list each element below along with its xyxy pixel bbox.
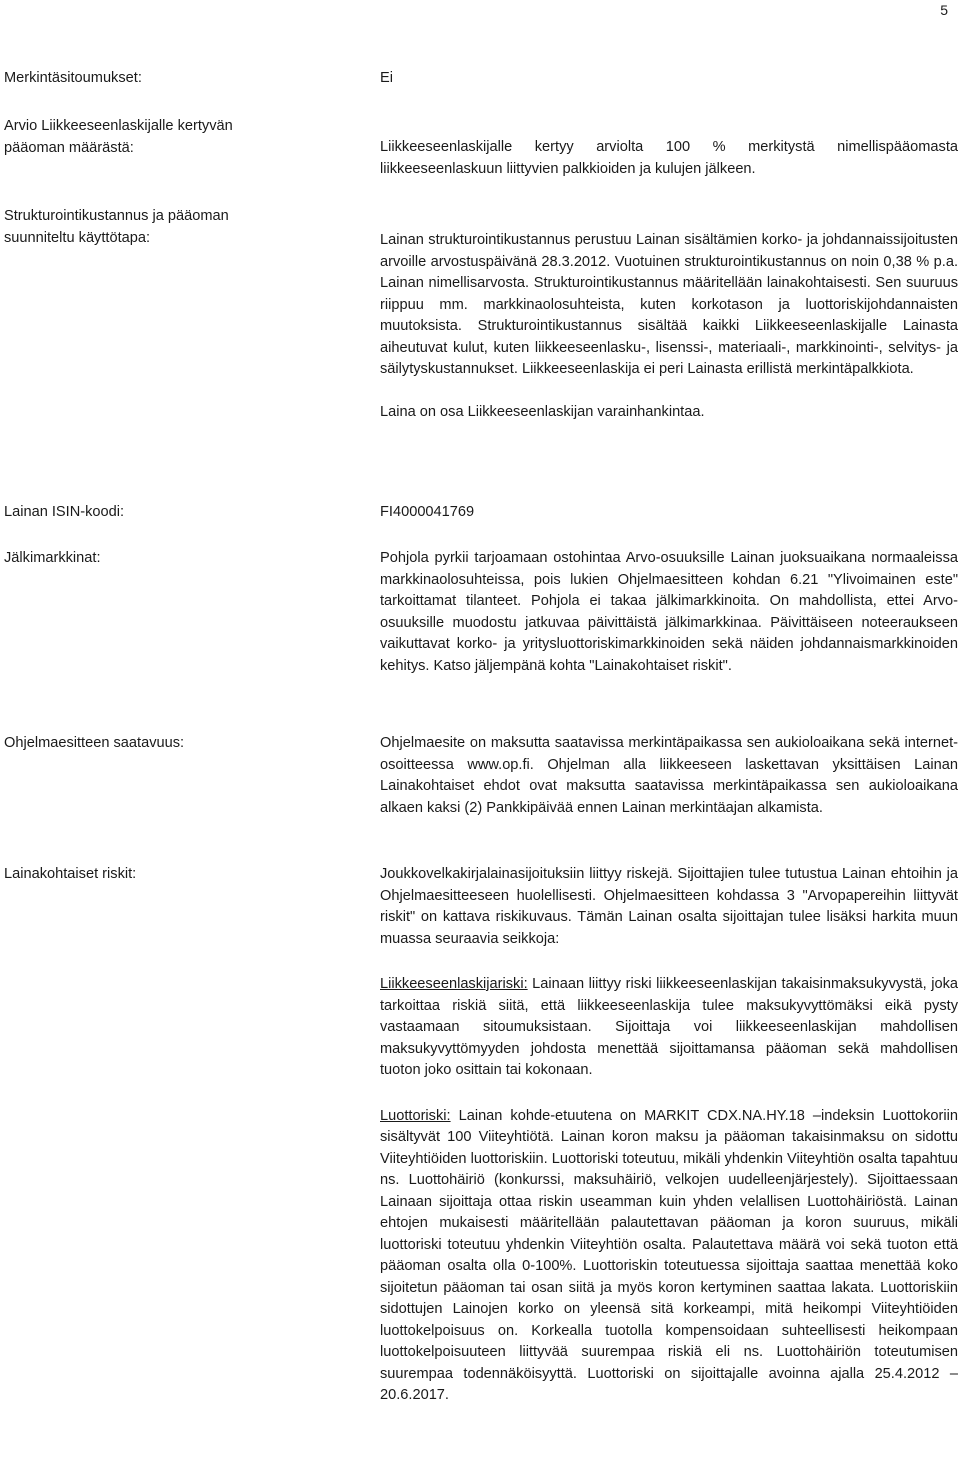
isin-code: FI4000041769 bbox=[380, 504, 475, 520]
risk-credit-title: Luottoriski: bbox=[380, 1107, 451, 1124]
risk-issuer-text: Lainaan liittyy riski liikkeeseenlaskijan takaisinmaksukyvystä, joka tarkoittaa riskiä siitä, että liikkeeseenlaskija tulee maksukyvyttömäksi eikä pysty vastaamaan sitoumuksistaan. Sijoittaja voi liikkeeseenlaskijan mahdollisen maksukyvyttömyyden johdosta menettää sijoittamansa pääoman sekä mahdollisen tuoton joko osittain tai kokonaan. bbox=[380, 976, 958, 1078]
value-subscription-commitments bbox=[380, 68, 958, 90]
paragraph: Liikkeeseenlaskijalle kertyy arviolta 100 % merkitystä nimellispääomasta liikkeeseenlaskuun liittyvien palkkioiden ja kulujen jälkeen. bbox=[380, 139, 958, 177]
label-subscription-commitments: Merkintäsitoumukset: bbox=[4, 70, 142, 86]
value-secondary-market bbox=[380, 548, 958, 677]
label-loan-specific-risks: Lainakohtaiset riskit: bbox=[4, 866, 137, 882]
paragraph: Ei bbox=[380, 70, 393, 86]
paragraph: Lainan strukturointikustannus perustuu Lainan sisältämien korko- ja johdannaissijoitusten arvoille arvostuspäivänä 28.3.2012. Vuotuinen strukturointikustannus on noin 0,38 % p.a. Lainan nimellisarvosta. Strukturointikustannus määritellään lainakohtaisesti. Sen suuruus riippuu mm. markkinaolosuhteista, kuten korkotason ja luottoriskijohdannaisten muutoksista. Strukturointikustannus sisältää kaikki Liikkeeseenlaskijalle Lainasta aiheutuvat kulut, kuten liikkeeseenlasku-, lisenssi-, materiaali-, markkinointi-, selvitys- ja säilytyskustannukset. Liikkeeseenlaskija ei peri Lainasta erillistä merkintäpalkkiota. bbox=[380, 232, 958, 377]
label-capital-estimate: Arvio Liikkeeseenlaskijalle kertyvän pääoman määrästä: bbox=[4, 118, 233, 156]
risk-issuer bbox=[380, 974, 958, 1082]
paragraph: Ohjelmaesite on maksutta saatavissa merkintäpaikassa sen aukioloaikana sekä internet-osoitteessa www.op.fi. Ohjelman alla liikkeeseen laskettavan yksittäisen Lainan Lainakohtaiset ehdot ovat maksutta saatavissa merkintäpaikassa sen aukioloaikana alkaen kaksi (2) Pankkipäivää ennen Lainan merkintäajan alkamista. bbox=[380, 735, 958, 816]
value-loan-specific-risks bbox=[380, 864, 958, 1407]
value-structuring-cost bbox=[380, 230, 958, 424]
risk-issuer-title: Liikkeeseenlaskijariski: bbox=[380, 976, 528, 992]
value-prospectus-availability bbox=[380, 733, 958, 819]
value-capital-estimate bbox=[380, 137, 958, 180]
value-isin bbox=[380, 502, 958, 524]
label-secondary-market: Jälkimarkkinat: bbox=[4, 550, 101, 566]
paragraph: Pohjola pyrkii tarjoamaan ostohintaa Arvo-osuuksille Lainan juoksuaikana normaaleissa markkinaolosuhteissa, pois lukien Ohjelmaesitteen kohdan 6.21 "Ylivoimainen este" tarkoittamat tilanteet. Pohjola ei takaa jälkimarkkinoita. On mahdollista, ettei Arvo-osuuksille muodostu jatkuvaa päivittäistä jälkimarkkinaa. Päivittäiseen noteeraukseen vaikuttavat korko- ja yritysluottoriskimarkkinoiden sekä näiden johdannaismarkkinoiden kehitys. Katso jäljempänä kohta "Lainakohtaiset riskit". bbox=[380, 550, 958, 674]
risk-credit-text: Lainan kohde-etuutena on MARKIT CDX.NA.HY.18 –indeksin Luottokoriin sisältyvät 100 Viiteyhtiötä. Lainan koron maksu ja pääoman takaisinmaksu on sidottu Viiteyhtiöiden luottoriskiin. Luottoriski toteutuu, mikäli yhdenkin Viiteyhtiön osalta tapahtuu ns. Luottohäiriö (konkurssi, maksuhäiriö, velkojen uudelleenjärjestely). Sijoittaessaan Lainaan sijoittaja ottaa riskin useamman kuin yhden velallisen Luottohäiriöstä. Lainan ehtojen mukaisesti määritellään palautettavan pääoman ja koron suuruus, mikäli luottoriski toteutuu yhdenkin Viiteyhtiön osalta. Palautettava määrä voi sekä tuoton että pääoman osalta olla 0-100%. Luottoriskin toteutuessa sijoittaja saattaa menettää koko sijoitetun pääoman tai osan siitä ja myös koron kertyminen saattaa lakata. Luottoriskiin sidottujen Lainojen korko on yleensä sitä korkeampi, mitä heikompi Viiteyhtiöiden luottokelpoisuus on. Korkealla tuotolla kompensoidaan suhteellisesti heikompaan luottokelpoisuuteen liittyvää suurempaa riskiä eli ns. Luottohäiriön toteutumisen suurempaa todennäköisyyttä. Luottoriski on sijoittajalle avoinna ajalla 25.4.2012 – 20.6.2017. bbox=[380, 1107, 958, 1403]
page-number: 5 bbox=[940, 2, 948, 18]
label-structuring-cost: Strukturointikustannus ja pääoman suunniteltu käyttötapa: bbox=[4, 208, 229, 246]
paragraph: Laina on osa Liikkeeseenlaskijan varainhankintaa. bbox=[380, 404, 705, 420]
label-prospectus-availability: Ohjelmaesitteen saatavuus: bbox=[4, 735, 185, 751]
paragraph: Joukkovelkakirjalainasijoituksiin liittyy riskejä. Sijoittajien tulee tutustua Lainan ehtoihin ja Ohjelmaesitteeseen huolellisesti. Ohjelmaesitteen kohdassa 3 "Arvopapereihin liittyvät riskit" on kattava riskikuvaus. Tämän Lainan osalta sijoittajan tulee lisäksi harkita muun muassa seuraavia seikkoja: bbox=[380, 866, 958, 947]
label-isin: Lainan ISIN-koodi: bbox=[4, 504, 125, 520]
risk-credit bbox=[380, 1106, 958, 1407]
